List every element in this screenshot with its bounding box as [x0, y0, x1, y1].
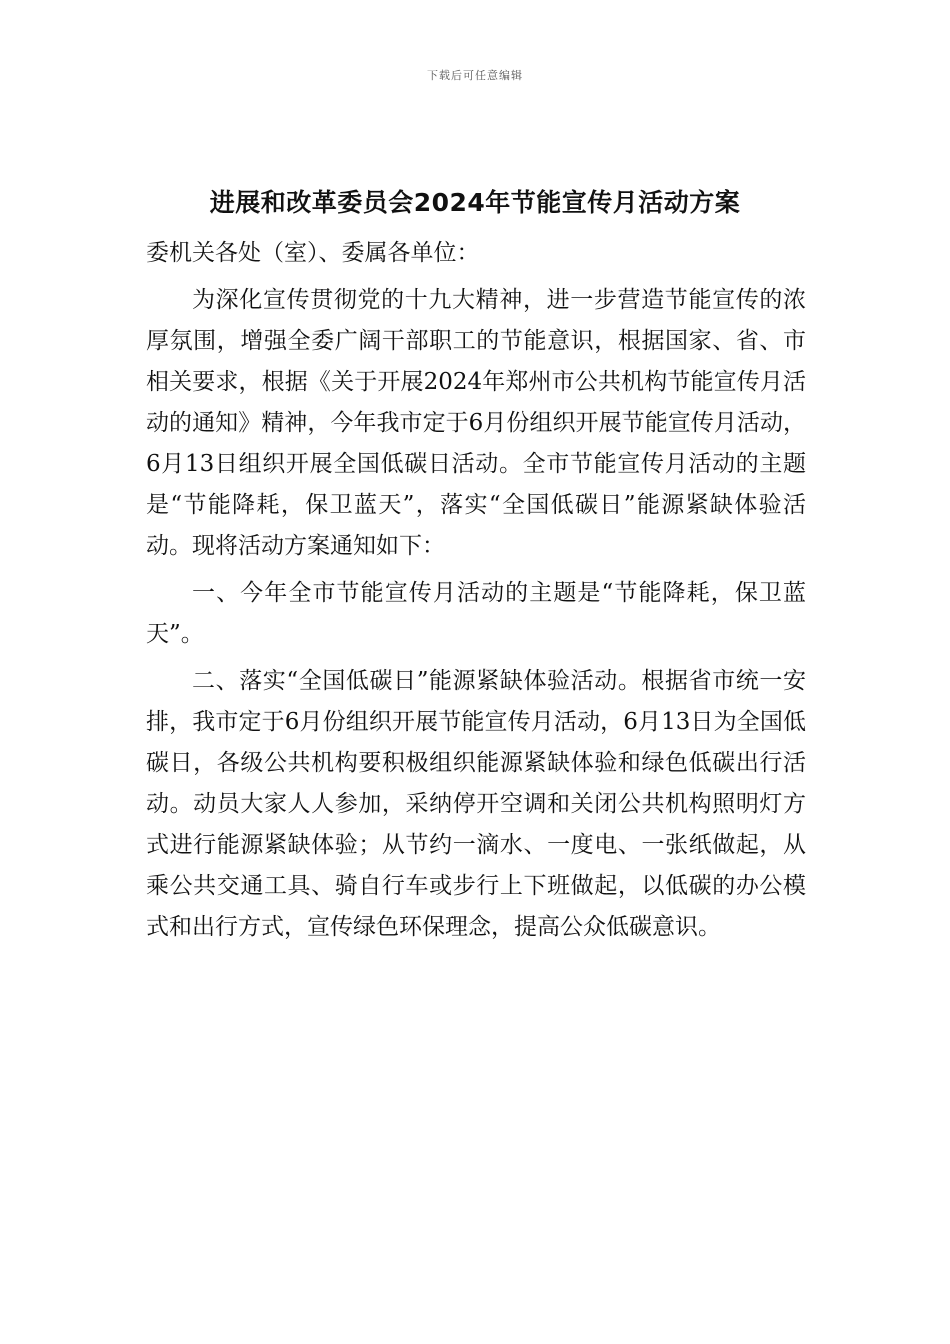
document-title: 进展和改革委员会2024年节能宣传月活动方案 — [209, 188, 741, 217]
salutation: 委机关各处（室）、委属各单位： — [146, 240, 480, 266]
paragraph-intro: 为深化宣传贯彻党的十九大精神，进一步营造节能宣传的浓厚氛围，增强全委广阔干部职工的节能意识，根据国家、省、市相关要求，根据《关于开展2024年郑州市公共机构节能宣传月活动的通知》精神，今年我市定于6月份组织开展节能宣传月活动，6月13日组织开展全国低碳日活动。全市节能宣传月活动的主题是“节能降耗，保卫蓝天”，落实“全国低碳日”能源紧缺体验活动。现将活动方案通知如下： — [146, 287, 806, 559]
document-body — [146, 233, 806, 948]
paragraph-section-two: 二、落实“全国低碳日”能源紧缺体验活动。根据省市统一安排，我市定于6月份组织开展节能宣传月活动，6月13日为全国低碳日，各级公共机构要积极组织能源紧缺体验和绿色低碳出行活动。动员大家人人参加，采纳停开空调和关闭公共机构照明灯方式进行能源紧缺体验；从节约一滴水、一度电、一张纸做起，从乘公共交通工具、骑自行车或步行上下班做起，以低碳的办公模式和出行方式，宣传绿色环保理念，提高公众低碳意识。 — [146, 668, 806, 940]
paragraph-section-one: 一、今年全市节能宣传月活动的主题是“节能降耗，保卫蓝天”。 — [146, 580, 806, 647]
page-header-note: 下载后可任意编辑 — [427, 69, 523, 82]
